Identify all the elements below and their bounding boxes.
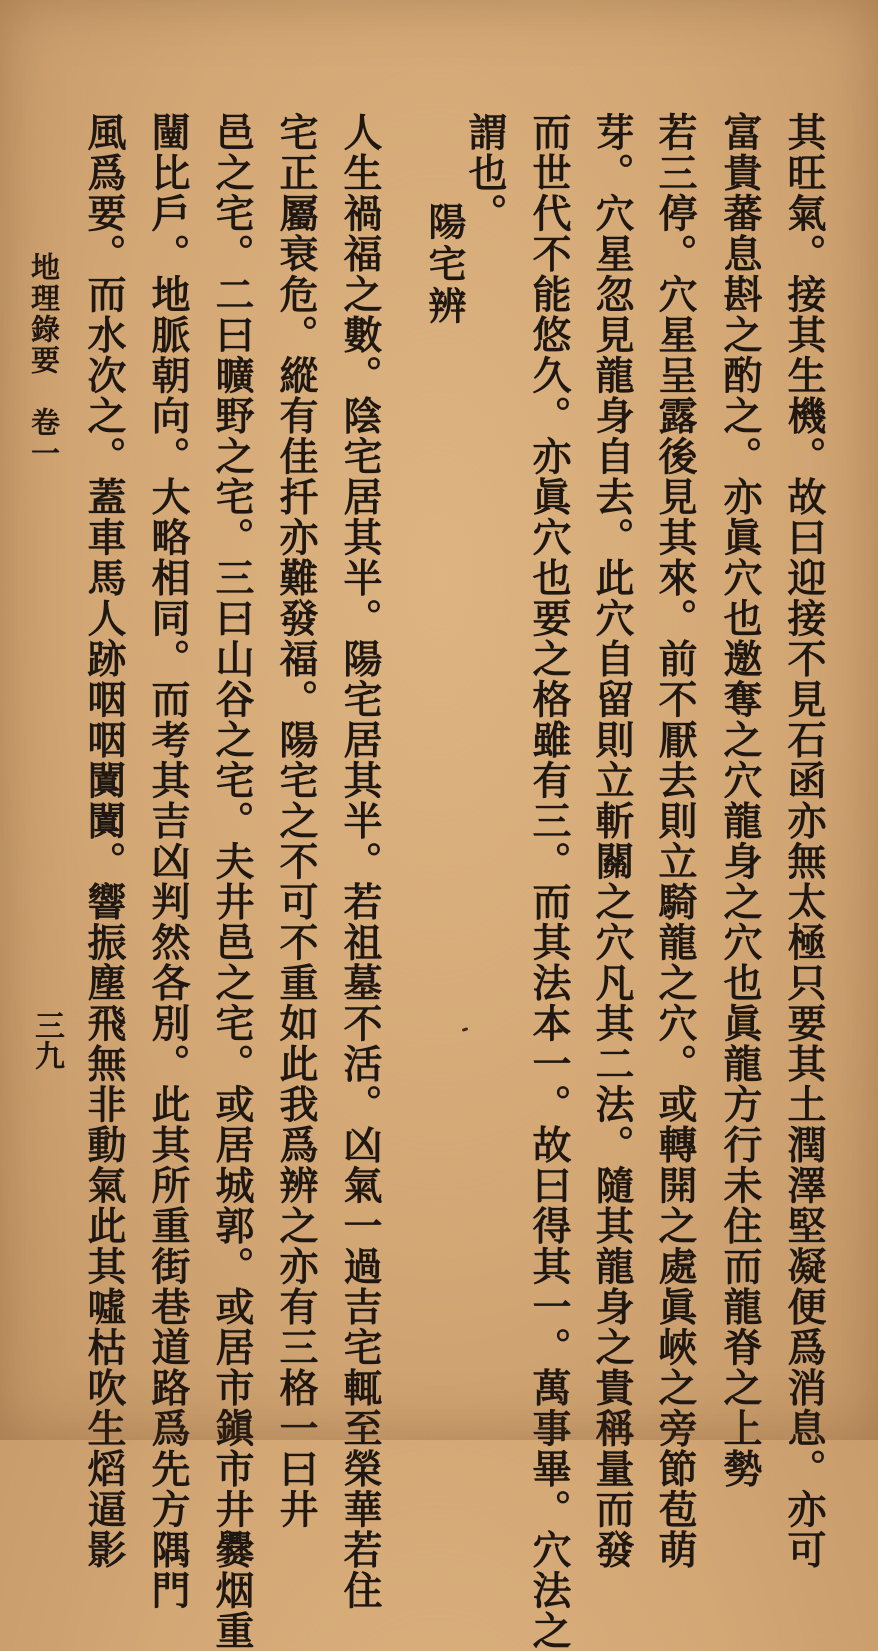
text-column-10: 闉比戶。地脈朝向。大略相同。而考其吉凶判然各別。此其所重街巷道路爲先方隅門 bbox=[145, 112, 191, 1611]
ink-speck bbox=[462, 1027, 469, 1032]
text-column-11: 風爲要。而水次之。蓋車馬人跡咽咽闐闐。響振塵飛無非動氣此其噓枯吹生熖逼影 bbox=[81, 112, 127, 1570]
text-column-3: 若三停。穴星呈露後見其來。前不厭去則立騎龍之穴。或轉開之處眞峽之旁節苞萌 bbox=[652, 112, 698, 1570]
text-column-7: 人生禍福之數。陰宅居其半。陽宅居其半。若祖墓不活。凶氣一過吉宅輒至榮華若住 bbox=[337, 112, 383, 1611]
page-number: 三九 bbox=[29, 1010, 64, 1070]
text-column-6: 謂也。 bbox=[462, 112, 508, 234]
text-column-8: 宅正屬衰危。縱有佳扦亦難發福。陽宅之不可不重如此我爲辨之亦有三格一曰井 bbox=[273, 112, 319, 1530]
text-column-1: 其旺氣。接其生機。故曰迎接不見石函亦無太極只要其土潤澤堅凝便爲消息。亦可 bbox=[781, 112, 827, 1570]
text-column-2: 富貴蕃息斟之酌之。亦眞穴也邀奪之穴龍身之穴也眞龍方行未住而龍脊之上勢 bbox=[717, 112, 763, 1489]
text-column-9: 邑之宅。二曰曠野之宅。三曰山谷之宅。夫井邑之宅。或居城郭。或居市鎭市井爨烟重 bbox=[209, 112, 255, 1651]
text-column-4: 芽。穴星忽見龍身自去。此穴自留則立斬關之穴凡其二法。隨其龍身之貴稱量而發 bbox=[589, 112, 635, 1570]
running-head: 地理錄要 卷一 bbox=[27, 252, 61, 469]
text-column-5: 而世代不能悠久。亦眞穴也要之格雖有三。而其法本一。故曰得其一。萬事畢。穴法之 bbox=[526, 112, 572, 1651]
section-title: 陽宅辨 bbox=[422, 202, 467, 328]
